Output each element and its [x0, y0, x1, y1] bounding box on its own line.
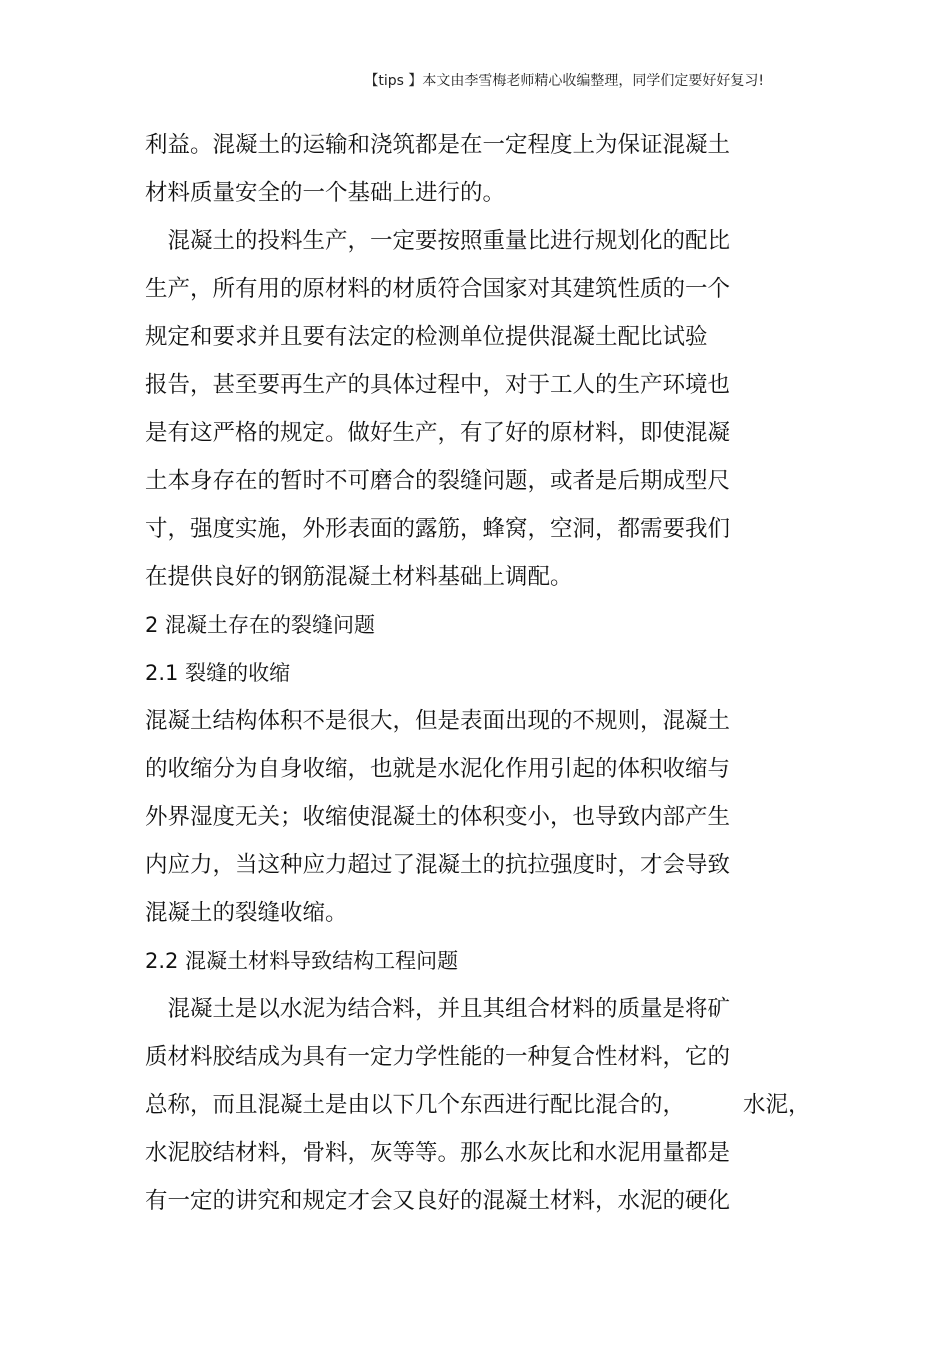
subsection-heading: 2.2 混凝土材料导致结构工程问题 — [145, 949, 459, 973]
section-heading: 2 混凝土存在的裂缝问题 — [145, 613, 376, 637]
paragraph-line: 内应力，当这种应力超过了混凝土的抗拉强度时，才会导致 — [145, 852, 731, 878]
subsection-heading: 2.1 裂缝的收缩 — [145, 661, 291, 685]
paragraph-line: 利益。混凝土的运输和浇筑都是在一定程度上为保证混凝土 — [145, 132, 731, 158]
paragraph-line: 混凝土是以水泥为结合料，并且其组合材料的质量是将矿 — [145, 996, 731, 1022]
paragraph-line: 生产，所有用的原材料的材质符合国家对其建筑性质的一个 — [145, 276, 731, 302]
paragraph-line: 在提供良好的钢筋混凝土材料基础上调配。 — [145, 564, 573, 590]
paragraph-line: 水泥胶结材料，骨料，灰等等。那么水灰比和水泥用量都是 — [145, 1140, 731, 1166]
paragraph-line: 外界湿度无关；收缩使混凝土的体积变小，也导致内部产生 — [145, 804, 731, 830]
paragraph-line: 总称，而且混凝土是由以下几个东西进行配比混合的， — [145, 1092, 686, 1118]
paragraph-line: 混凝土结构体积不是很大，但是表面出现的不规则，混凝土 — [145, 708, 731, 734]
paragraph-line: 质材料胶结成为具有一定力学性能的一种复合性材料，它的 — [145, 1044, 731, 1070]
paragraph-line: 的收缩分为自身收缩，也就是水泥化作用引起的体积收缩与 — [145, 756, 731, 782]
paragraph-line: 材料质量安全的一个基础上进行的。 — [145, 180, 506, 206]
paragraph-line: 混凝土的裂缝收缩。 — [145, 900, 348, 926]
paragraph-line: 土本身存在的暂时不可磨合的裂缝问题，或者是后期成型尺 — [145, 468, 731, 494]
header-tip: 【tips 】本文由李雪梅老师精心收编整理，同学们定要好好复习! — [364, 73, 764, 89]
trailing-word: 水泥， — [743, 1092, 811, 1118]
paragraph-line: 报告，甚至要再生产的具体过程中，对于工人的生产环境也 — [145, 372, 731, 398]
paragraph-line: 混凝土的投料生产，一定要按照重量比进行规划化的配比 — [145, 228, 731, 254]
paragraph-line: 是有这严格的规定。做好生产，有了好的原材料，即使混凝 — [145, 420, 731, 446]
paragraph-line: 规定和要求并且要有法定的检测单位提供混凝土配比试验 — [145, 324, 708, 350]
paragraph-line: 有一定的讲究和规定才会又良好的混凝土材料，水泥的硬化 — [145, 1188, 731, 1214]
paragraph-line: 寸，强度实施，外形表面的露筋，蜂窝，空洞，都需要我们 — [145, 516, 731, 542]
